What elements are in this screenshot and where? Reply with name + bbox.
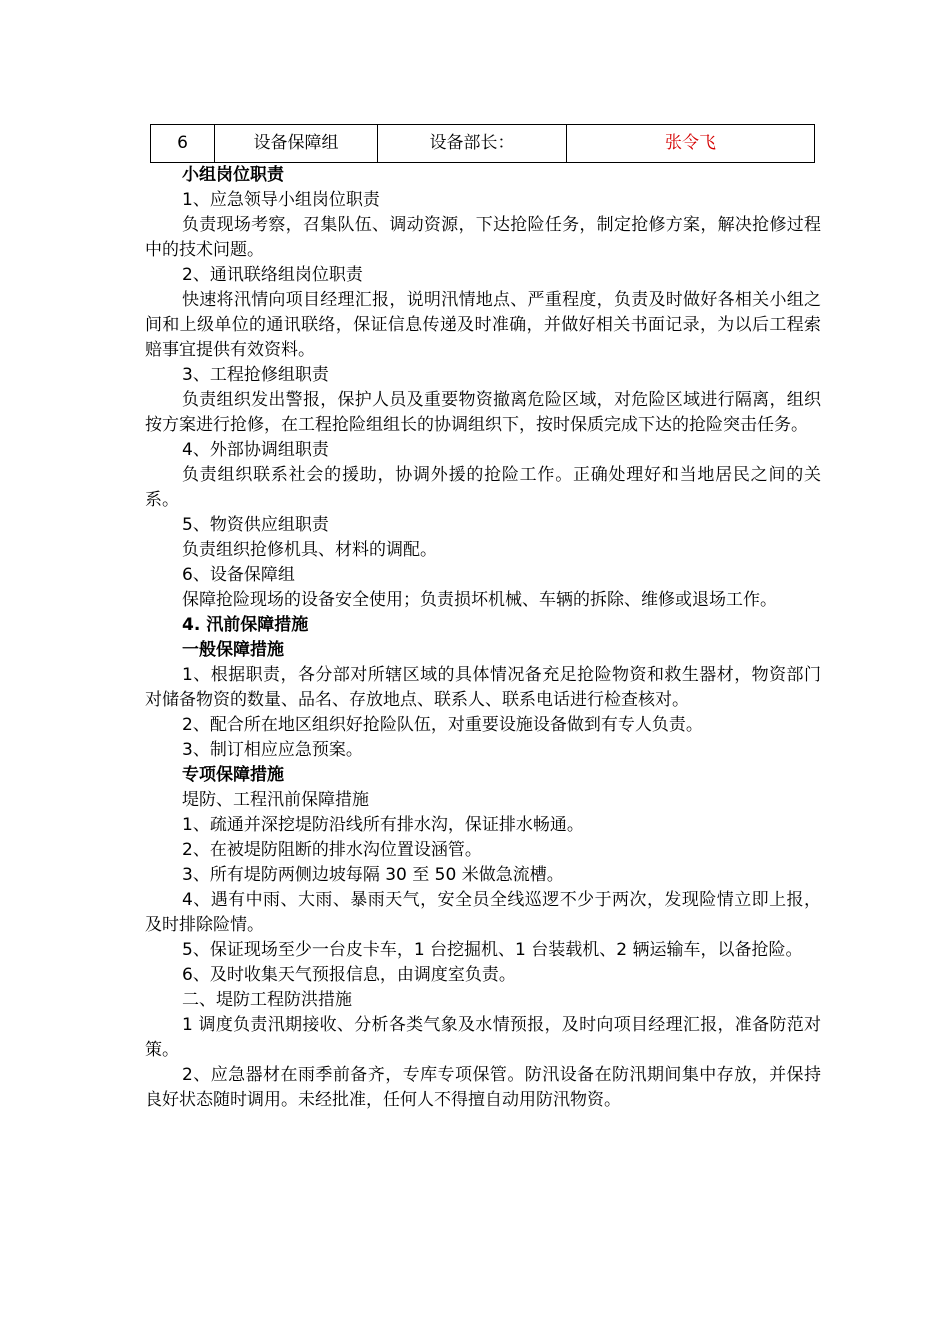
personnel-table <box>150 124 815 163</box>
section-heading-dike: 二、堤防工程防洪措施 <box>182 990 352 1010</box>
position-cell: 设备部长： <box>378 125 567 163</box>
section-heading-general: 一般保障措施 <box>182 640 284 660</box>
subheading: 堤防、工程汛前保障措施 <box>182 790 369 810</box>
paragraph: 负责现场考察，召集队伍、调动资源，下达抢险任务，制定抢修方案，解决抢修过程中的技术问题。 <box>145 215 821 260</box>
subheading: 6、设备保障组 <box>182 565 295 585</box>
subheading: 4、外部协调组职责 <box>182 440 329 460</box>
paragraph: 2、应急器材在雨季前备齐，专库专项保管。防汛设备在防汛期间集中存放，并保持良好状态随时调用。未经批准，任何人不得擅自动用防汛物资。 <box>145 1065 821 1110</box>
subheading: 3、工程抢修组职责 <box>182 365 329 385</box>
paragraph: 2、在被堤防阻断的排水沟位置设涵管。 <box>182 840 482 860</box>
person-name-cell: 张令飞 <box>567 125 815 163</box>
paragraph: 负责组织抢修机具、材料的调配。 <box>182 540 437 560</box>
paragraph: 1、根据职责，各分部对所辖区域的具体情况备充足抢险物资和救生器材，物资部门对储备物资的数量、品名、存放地点、联系人、联系电话进行检查核对。 <box>145 665 821 710</box>
paragraph: 4、遇有中雨、大雨、暴雨天气，安全员全线巡逻不少于两次，发现险情立即上报，及时排除险情。 <box>145 890 821 935</box>
section-heading-flood-prep: 4. 汛前保障措施 <box>182 615 309 635</box>
paragraph: 快速将汛情向项目经理汇报，说明汛情地点、严重程度，负责及时做好各相关小组之间和上级单位的通讯联络，保证信息传递及时准确，并做好相关书面记录，为以后工程索赔事宜提供有效资料。 <box>145 290 821 360</box>
section-heading-group-duties: 小组岗位职责 <box>182 165 284 185</box>
table-row <box>151 125 815 163</box>
paragraph: 1 调度负责汛期接收、分析各类气象及水情预报，及时向项目经理汇报，准备防范对策。 <box>145 1015 821 1060</box>
subheading: 5、物资供应组职责 <box>182 515 329 535</box>
subheading: 1、应急领导小组岗位职责 <box>182 190 380 210</box>
paragraph: 负责组织发出警报，保护人员及重要物资撤离危险区域，对危险区域进行隔离，组织按方案进行抢修，在工程抢险组组长的协调组织下，按时保质完成下达的抢险突击任务。 <box>145 390 821 435</box>
paragraph: 5、保证现场至少一台皮卡车，1 台挖掘机、1 台装载机、2 辆运输车，以备抢险。 <box>182 940 803 960</box>
subheading: 2、通讯联络组岗位职责 <box>182 265 363 285</box>
paragraph: 保障抢险现场的设备安全使用；负责损坏机械、车辆的拆除、维修或退场工作。 <box>182 590 777 610</box>
paragraph: 2、配合所在地区组织好抢险队伍，对重要设施设备做到有专人负责。 <box>182 715 703 735</box>
section-heading-special: 专项保障措施 <box>182 765 284 785</box>
document-body <box>145 163 821 1113</box>
paragraph: 负责组织联系社会的援助，协调外援的抢险工作。正确处理好和当地居民之间的关系。 <box>145 465 821 510</box>
paragraph: 1、疏通并深挖堤防沿线所有排水沟，保证排水畅通。 <box>182 815 584 835</box>
paragraph: 6、及时收集天气预报信息，由调度室负责。 <box>182 965 516 985</box>
group-name-cell: 设备保障组 <box>215 125 378 163</box>
paragraph: 3、所有堤防两侧边坡每隔 30 至 50 米做急流槽。 <box>182 865 564 885</box>
paragraph: 3、制订相应应急预案。 <box>182 740 363 760</box>
row-number-cell: 6 <box>151 125 215 163</box>
